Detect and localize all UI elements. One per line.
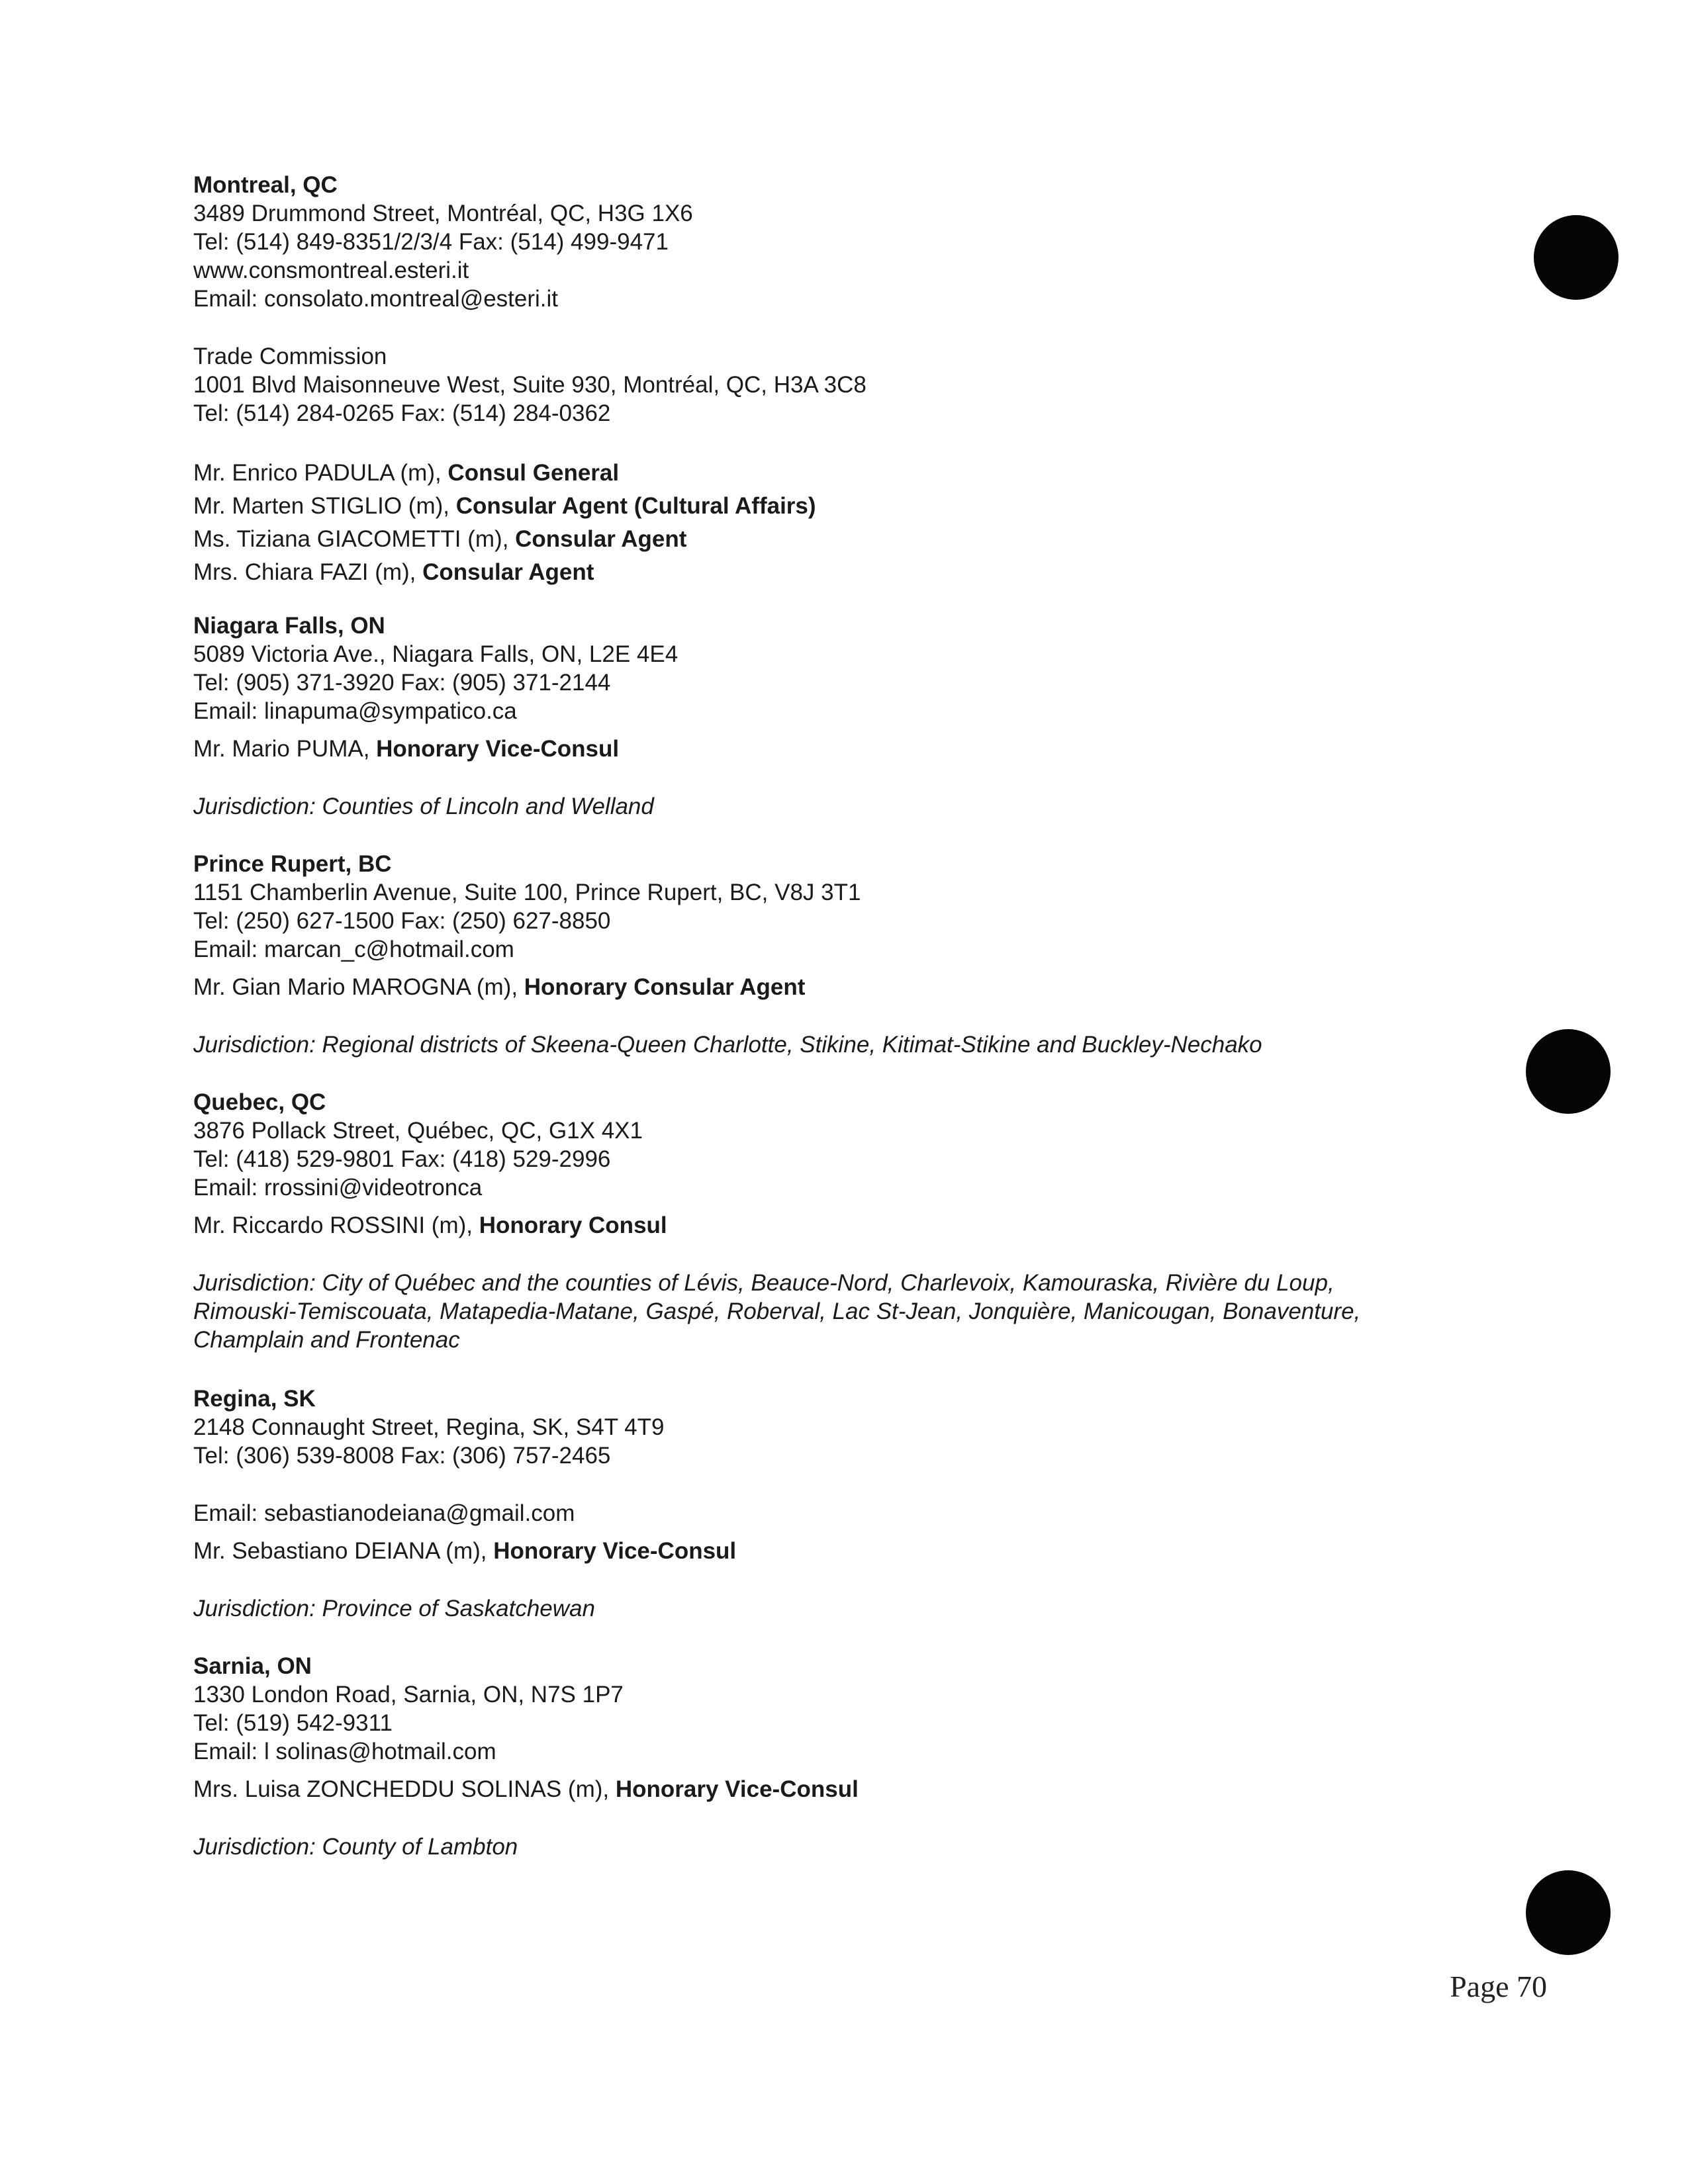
jurisdiction-line: Jurisdiction: County of Lambton: [193, 1834, 518, 1860]
entry-quebec: [193, 1088, 1484, 1354]
website-line: www.consmontreal.esteri.it: [193, 257, 469, 283]
punch-hole-middle: [1526, 1029, 1611, 1114]
address-line: 3489 Drummond Street, Montréal, QC, H3G 1X6: [193, 201, 693, 226]
jurisdiction-line: Rimouski-Temiscouata, Matapedia-Matane, Gaspé, Roberval, Lac St-Jean, Jonquière, Manicougan, Bonaventure,: [193, 1298, 1361, 1324]
jurisdiction-line: Jurisdiction: Province of Saskatchewan: [193, 1596, 595, 1621]
document-body: [193, 171, 1484, 1861]
jurisdiction-line: Jurisdiction: Counties of Lincoln and Welland: [193, 794, 654, 819]
person-title: Honorary Consular Agent: [524, 974, 806, 1000]
entry-heading: Sarnia, ON: [193, 1653, 312, 1679]
email-line: Email: linapuma@sympatico.ca: [193, 698, 517, 724]
email-line: Email: rrossini@videotronca: [193, 1175, 483, 1201]
phone-line: Tel: (250) 627-1500 Fax: (250) 627-8850: [193, 908, 611, 934]
punch-hole-bottom: [1526, 1870, 1611, 1955]
person-line: [193, 490, 1484, 523]
person-name: Mr. Gian Mario MAROGNA (m),: [193, 974, 524, 1000]
entry-heading: Regina, SK: [193, 1386, 316, 1412]
person-title: Honorary Vice-Consul: [376, 736, 620, 762]
address-line: 2148 Connaught Street, Regina, SK, S4T 4T9: [193, 1414, 665, 1440]
person-line: [193, 1775, 1484, 1803]
person-title: Honorary Consul: [479, 1212, 667, 1238]
email-line: Email: l solinas@hotmail.com: [193, 1739, 496, 1764]
trade-commission-title: Trade Commission: [193, 343, 387, 369]
trade-address-line: 1001 Blvd Maisonneuve West, Suite 930, Montréal, QC, H3A 3C8: [193, 372, 867, 398]
address-line: 1330 London Road, Sarnia, ON, N7S 1P7: [193, 1682, 624, 1707]
person-line: [193, 556, 1484, 589]
address-line: 3876 Pollack Street, Québec, QC, G1X 4X1: [193, 1118, 643, 1144]
person-title: Consular Agent: [422, 559, 594, 585]
person-line: [193, 457, 1484, 490]
phone-line: Tel: (514) 849-8351/2/3/4 Fax: (514) 499-9471: [193, 229, 669, 255]
entry-montreal: [193, 171, 1484, 589]
person-name: Mr. Sebastiano DEIANA (m),: [193, 1538, 494, 1564]
person-line: [193, 1211, 1484, 1240]
person-name: Ms. Tiziana GIACOMETTI (m),: [193, 526, 516, 552]
address-line: 1151 Chamberlin Avenue, Suite 100, Prince Rupert, BC, V8J 3T1: [193, 880, 861, 905]
entry-prince-rupert: [193, 850, 1484, 1059]
person-title: Consular Agent (Cultural Affairs): [455, 493, 816, 519]
punch-hole-top: [1534, 215, 1618, 300]
address-line: 5089 Victoria Ave., Niagara Falls, ON, L2E 4E4: [193, 641, 679, 667]
person-line: [193, 523, 1484, 556]
person-name: Mr. Marten STIGLIO (m),: [193, 493, 456, 519]
phone-line: Tel: (418) 529-9801 Fax: (418) 529-2996: [193, 1146, 611, 1172]
person-title: Honorary Vice-Consul: [493, 1538, 737, 1564]
person-line: [193, 735, 1484, 763]
trade-phone-line: Tel: (514) 284-0265 Fax: (514) 284-0362: [193, 400, 611, 426]
person-line: [193, 973, 1484, 1001]
entry-niagara-falls: [193, 612, 1484, 821]
person-name: Mr. Riccardo ROSSINI (m),: [193, 1212, 479, 1238]
phone-line: Tel: (519) 542-9311: [193, 1710, 393, 1736]
person-name: Mrs. Luisa ZONCHEDDU SOLINAS (m),: [193, 1776, 616, 1802]
person-title: Consular Agent: [515, 526, 687, 552]
email-line: Email: sebastianodeiana@gmail.com: [193, 1500, 575, 1526]
phone-line: Tel: (905) 371-3920 Fax: (905) 371-2144: [193, 670, 611, 696]
person-name: Mrs. Chiara FAZI (m),: [193, 559, 423, 585]
jurisdiction-line: Jurisdiction: Regional districts of Skeena-Queen Charlotte, Stikine, Kitimat-Stikine and Buckley-Nechako: [193, 1032, 1262, 1058]
email-line: Email: consolato.montreal@esteri.it: [193, 286, 559, 312]
jurisdiction-line: Jurisdiction: City of Québec and the counties of Lévis, Beauce-Nord, Charlevoix, Kamouraska, Rivière du Loup,: [193, 1270, 1335, 1296]
phone-line: Tel: (306) 539-8008 Fax: (306) 757-2465: [193, 1443, 611, 1469]
person-title: Honorary Vice-Consul: [615, 1776, 859, 1802]
entry-heading: Niagara Falls, ON: [193, 613, 385, 639]
page-number: Page 70: [1450, 1970, 1547, 2003]
person-title: Consul General: [447, 460, 620, 486]
jurisdiction-line: Champlain and Frontenac: [193, 1327, 460, 1353]
entry-sarnia: [193, 1652, 1484, 1861]
entry-heading: Quebec, QC: [193, 1089, 326, 1115]
person-line: [193, 1537, 1484, 1565]
entry-regina: [193, 1385, 1484, 1623]
entry-heading: Prince Rupert, BC: [193, 851, 392, 877]
person-name: Mr. Mario PUMA,: [193, 736, 377, 762]
email-line: Email: marcan_c@hotmail.com: [193, 936, 514, 962]
entry-heading: Montreal, QC: [193, 172, 338, 198]
person-name: Mr. Enrico PADULA (m),: [193, 460, 448, 486]
